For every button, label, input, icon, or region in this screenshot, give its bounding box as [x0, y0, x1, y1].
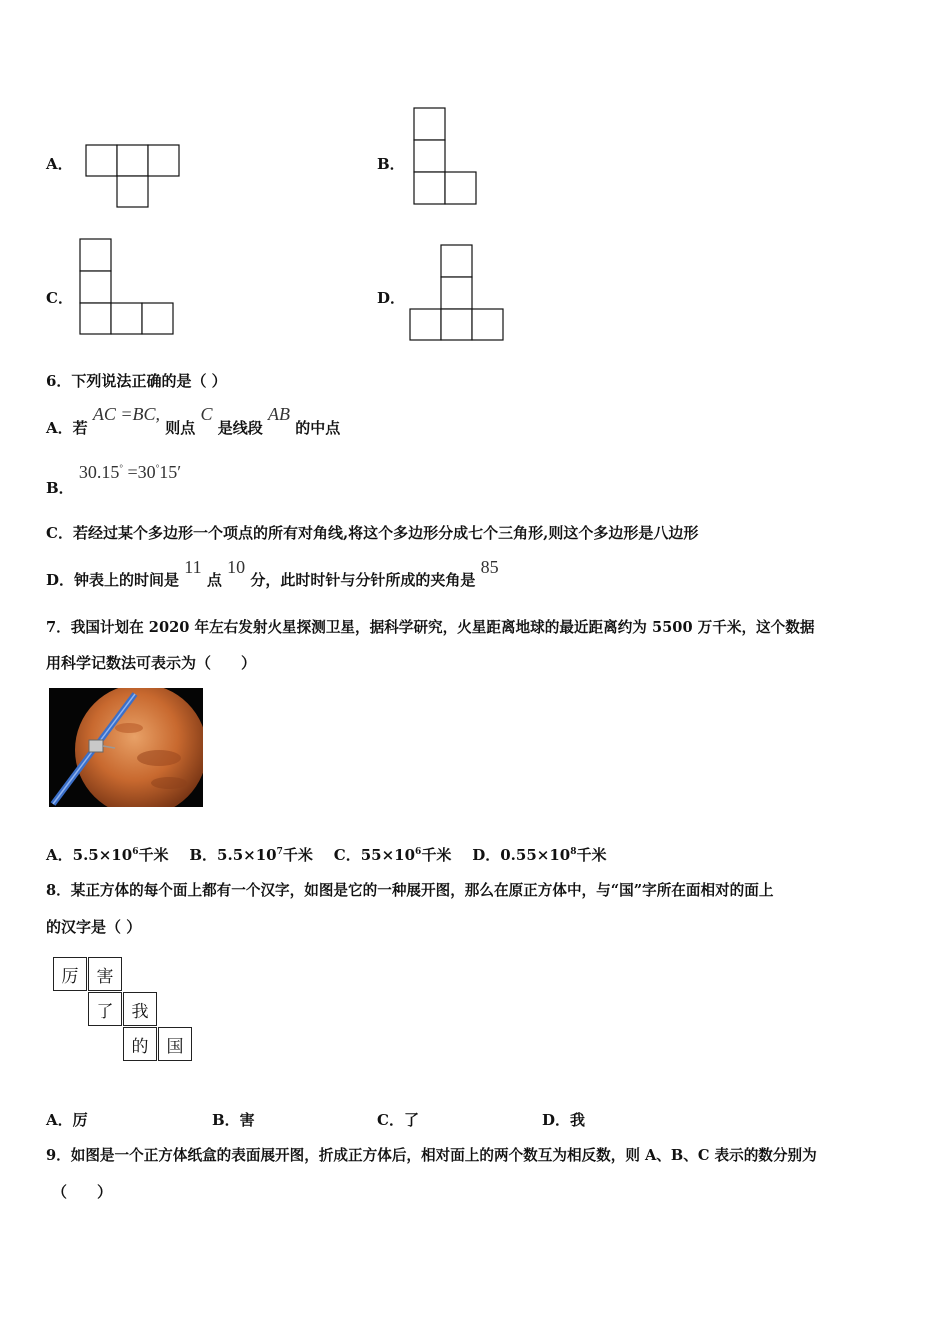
q7-a-unit: 千米 [138, 846, 169, 864]
q8-option-b[interactable]: B．害 [212, 1111, 255, 1129]
net-cell-guo: 国 [158, 1027, 192, 1061]
q7-option-d[interactable] [472, 846, 606, 864]
q6-b-prefix: B． [46, 479, 74, 497]
q7-a-label: A． [46, 846, 73, 864]
q7-b-unit: 千米 [282, 846, 313, 864]
q7-b-exp: 7 [276, 847, 283, 857]
q7-stem-line2: 用科学记数法可表示为（ ） [46, 654, 257, 672]
q6-a-mid1: 则点 [165, 419, 196, 437]
q9-stem-line2: （ ） [52, 1183, 113, 1201]
q7-option-b[interactable] [189, 846, 313, 864]
q8-option-a[interactable]: A．厉 [46, 1111, 88, 1129]
q7-stem-line1: 7．我国计划在 2020 年左右发射火星探测卫星，据科学研究，火星距离地球的最近距离约为 5500 万千米，这个数据 [46, 619, 815, 636]
q5-option-d-label[interactable]: D． [377, 289, 406, 307]
q7-b-label: B． [189, 846, 218, 864]
q6-d-hour: 11 [184, 557, 202, 577]
mars-probe-image [49, 688, 203, 807]
q8-stem-line2: 的汉字是（ ） [46, 918, 142, 936]
q7-c-mantissa: 55×10 [360, 846, 416, 864]
q7-options [46, 844, 607, 865]
q6-a-prefix: A．若 [46, 419, 88, 437]
q5-option-b-label[interactable]: B． [377, 155, 405, 173]
q6-a-math-equation: AC =BC, [92, 404, 161, 424]
q7-option-a[interactable] [46, 846, 168, 864]
q6-d-minute: 10 [227, 557, 246, 577]
q6-b-math-left: 30.15 [78, 462, 120, 482]
q6-b-degree-2: ° [155, 463, 160, 473]
q7-a-mantissa: 5.5×10 [72, 846, 133, 864]
q7-c-unit: 千米 [421, 846, 452, 864]
q6-a-math-point: C [200, 404, 213, 424]
net-cell-le: 了 [88, 992, 122, 1026]
q5-option-d-figure [409, 244, 509, 344]
net-cell-hai: 害 [88, 957, 122, 991]
q6-option-a[interactable] [46, 404, 340, 438]
q6-d-prefix: D．钟表上的时间是 [46, 571, 180, 589]
q6-d-angle: 85 [480, 557, 499, 577]
q6-a-mid2: 是线段 [217, 419, 263, 437]
q8-cube-net [53, 957, 203, 1067]
q7-d-exp: 8 [570, 847, 577, 857]
q7-d-mantissa: 0.55×10 [500, 846, 571, 864]
q6-b-math-mid: =30 [123, 462, 156, 482]
q7-c-label: C． [333, 846, 361, 864]
net-cell-de: 的 [123, 1027, 157, 1061]
q7-c-exp: 6 [415, 847, 422, 857]
q6-b-math [79, 462, 181, 482]
q8-option-d[interactable]: D．我 [542, 1111, 586, 1129]
q6-b-degree-1: ° [119, 463, 124, 473]
q6-a-math-segment: AB [268, 404, 291, 424]
net-cell-wo: 我 [123, 992, 157, 1026]
q7-a-exp: 6 [132, 847, 139, 857]
q6-option-b[interactable] [46, 462, 182, 497]
q5-option-b-figure [413, 107, 483, 207]
q6-option-d[interactable] [46, 557, 499, 589]
q6-stem: 6．下列说法正确的是（ ） [46, 372, 227, 390]
q5-option-c-figure [79, 238, 179, 338]
q8-stem-line1: 8．某正方体的每个面上都有一个汉字，如图是它的一种展开图，那么在原正方体中，与“国”字所在面相对的面上 [46, 882, 774, 899]
q9-stem-line1: 9．如图是一个正方体纸盒的表面展开图，折成正方体后，相对面上的两个数互为相反数，则 A、B、C 表示的数分别为 [46, 1147, 817, 1164]
q7-b-mantissa: 5.5×10 [217, 846, 277, 864]
q5-option-a-label[interactable]: A． [46, 155, 73, 173]
q6-d-mid2: 分，此时时针与分针所成的夹角是 [250, 571, 476, 589]
q7-option-c[interactable] [334, 846, 452, 864]
q6-b-math-right: 15′ [159, 462, 182, 482]
q6-option-c[interactable]: C．若经过某个多边形一个项点的所有对角线,将这个多边形分成七个三角形,则这个多边形是八边形 [46, 524, 699, 542]
q8-option-c[interactable]: C．了 [377, 1111, 419, 1129]
q7-d-unit: 千米 [576, 846, 607, 864]
q5-option-c-label[interactable]: C． [46, 289, 73, 307]
net-cell-li: 厉 [53, 957, 87, 991]
q6-d-mid: 点 [206, 571, 222, 589]
q6-a-suffix: 的中点 [295, 419, 341, 437]
q5-option-a-figure [85, 144, 185, 210]
q7-d-label: D． [472, 846, 501, 864]
